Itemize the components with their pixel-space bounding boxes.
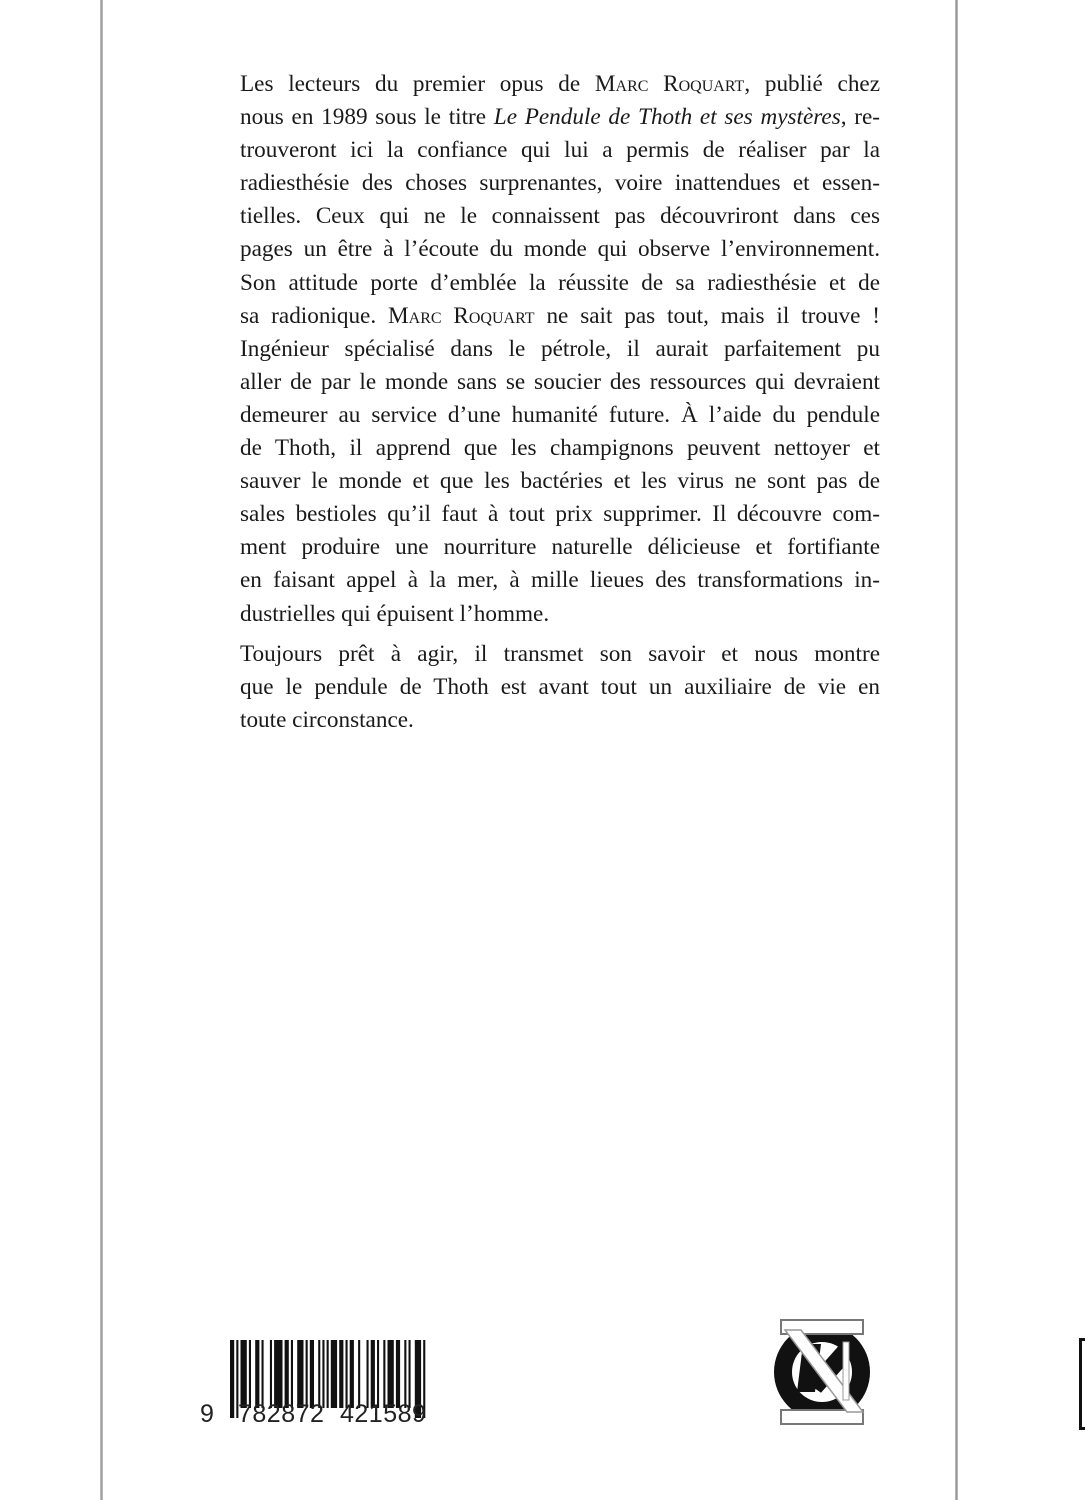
barcode-bar (274, 1340, 282, 1408)
text-line: dustrielles qui épuisent l’homme. (240, 600, 550, 627)
page-edge-left-rule (100, 0, 103, 1500)
barcode-bar (262, 1340, 264, 1408)
barcode-bar (350, 1340, 354, 1408)
barcode-bar (409, 1340, 411, 1408)
barcode-bar (358, 1340, 360, 1408)
barcode-bar (404, 1340, 406, 1408)
barcode-bar (249, 1340, 251, 1408)
text-line: trouveront ici la confiance qui lui a permis de réaliser par la (240, 137, 880, 164)
barcode-right-group: 421589 (340, 1400, 427, 1428)
barcode-bar (367, 1340, 369, 1408)
barcode-bar (255, 1340, 259, 1408)
publisher-logo-icon (763, 1312, 881, 1430)
text-line: sales bestioles qu’il faut à tout prix supprimer. Il découvre com- (240, 501, 880, 528)
blurb-paragraph-2 (204, 638, 880, 737)
barcode-bar (327, 1340, 329, 1408)
isbn-barcode (200, 1338, 445, 1430)
text-line: de Thoth, il apprend que les champignons peuvent nettoyer et (240, 435, 880, 462)
text-line: tielles. Ceux qui ne le connaissent pas découvriront dans ces (240, 203, 880, 230)
text-line: toute circonstance. (240, 706, 414, 733)
barcode-bar (371, 1340, 375, 1408)
blurb-paragraph-1 (204, 68, 880, 631)
text-line: pages un être à l’écoute du monde qui observe l’environnement. (240, 236, 880, 263)
barcode-bar (322, 1340, 324, 1408)
barcode-bar (241, 1340, 247, 1408)
barcode-bar (297, 1340, 303, 1408)
barcode-left-group: 782872 (238, 1400, 325, 1428)
barcode-digits (200, 1400, 445, 1430)
barcode-first-digit: 9 (200, 1400, 215, 1428)
barcode-bar (306, 1340, 308, 1408)
text-line: sa radionique. Marc Roquart ne sait pas tout, mais il trouve ! (240, 302, 881, 329)
barcode-bar (339, 1340, 343, 1408)
barcode-bar (377, 1340, 379, 1408)
text-line: en faisant appel à la mer, à mille lieues des transformations in- (240, 567, 880, 594)
barcode-bar (331, 1340, 337, 1408)
text-line: sauver le monde et que les bactéries et les virus ne sont pas de (240, 468, 880, 495)
author-name: Marc Roquart (594, 71, 745, 97)
text-line: ment produire une nourriture naturelle délicieuse et fortifiante (240, 534, 880, 561)
page-edge-crop-mark (1079, 1338, 1085, 1430)
text-line: Toujours prêt à agir, il transmet son savoir et nous montre (240, 640, 880, 667)
text-line: aller de par le monde sans se soucier des ressources qui devraient (240, 368, 880, 395)
barcode-bar (388, 1340, 394, 1408)
page-edge-right-rule (955, 0, 958, 1500)
author-name: Marc Roquart (388, 302, 535, 329)
back-cover-blurb (204, 68, 880, 744)
text-line: demeurer au service d’une humanité future. À l’aide du pendule (240, 401, 880, 428)
barcode-bar (291, 1340, 293, 1408)
text-line: Ingénieur spécialisé dans le pétrole, il aurait parfaitement pu (240, 335, 880, 362)
text-line: Son attitude porte d’emblée la réussite de sa radiesthésie et de (240, 269, 880, 296)
text-line: radiesthésie des choses surprenantes, voire inattendues et essen- (240, 170, 880, 197)
text-line: Les lecteurs du premier opus de Marc Roquart, publié chez (240, 71, 880, 97)
barcode-bar (396, 1340, 400, 1408)
barcode-bar (318, 1340, 320, 1408)
barcode-bar (346, 1340, 348, 1408)
book-title-reference: Le Pendule de Thoth et ses mystères (493, 104, 841, 131)
text-line: que le pendule de Thoth est avant tout un auxiliaire de vie en (240, 673, 880, 700)
text-line: nous en 1989 sous le titre Le Pendule de Thoth et ses mystères, re- (240, 104, 881, 131)
barcode-bar (285, 1340, 289, 1408)
barcode-bar (270, 1340, 272, 1408)
barcode-bar (383, 1340, 385, 1408)
barcode-bar (310, 1340, 314, 1408)
